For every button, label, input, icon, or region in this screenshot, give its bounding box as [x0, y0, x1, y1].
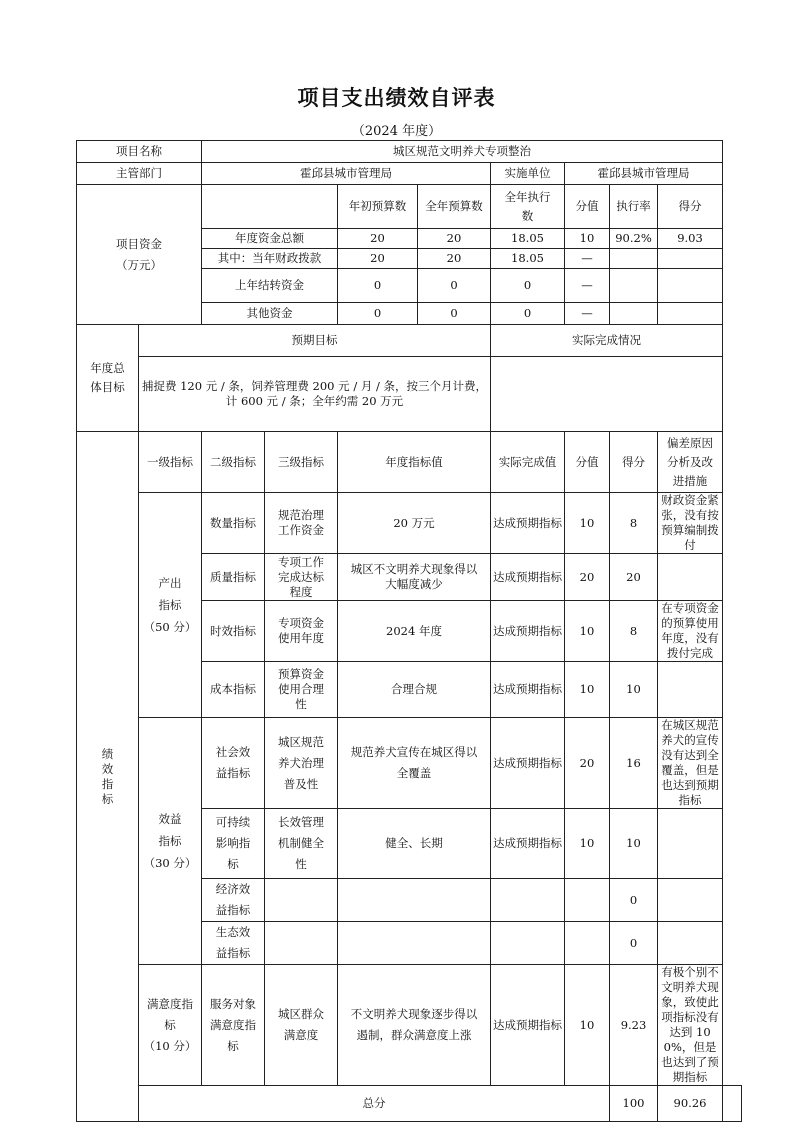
score-cell: 20 [610, 554, 658, 601]
actual-value-cell: 达成预期指标 [491, 809, 565, 879]
annual-value-cell: 2024 年度 [338, 601, 491, 662]
funds-executed: 18.05 [491, 229, 565, 249]
annual-value-cell [338, 879, 491, 922]
funds-initial: 20 [338, 229, 418, 249]
indicator-row [77, 493, 742, 554]
funds-score-value: — [565, 249, 610, 269]
indicator-label-char: 标 [101, 791, 114, 806]
level3-cell: 城区群众满意度 [265, 965, 338, 1086]
header-actual-value: 实际完成值 [491, 432, 565, 493]
header-full-budget: 全年预算数 [418, 185, 491, 229]
indicator-section-label [77, 432, 139, 1122]
funds-header-row [77, 185, 742, 229]
dept-value: 霍邱县城市管理局 [202, 163, 491, 185]
header-executed [491, 185, 565, 229]
score-cell: 16 [610, 718, 658, 809]
annual-value-cell: 20 万元 [338, 493, 491, 554]
deviation-cell [658, 662, 723, 718]
actual-value-cell [491, 879, 565, 922]
indicator-label-char: 绩 [101, 746, 114, 761]
goal-expected-header: 预期目标 [139, 325, 491, 357]
level3-cell: 专项工作完成达标程度 [265, 554, 338, 601]
level2-cell: 数量指标 [202, 493, 265, 554]
header-annual-value: 年度指标值 [338, 432, 491, 493]
actual-value-cell: 达成预期指标 [491, 718, 565, 809]
header-score: 得分 [610, 432, 658, 493]
header-deviation-line2: 分析及改 [667, 454, 713, 469]
score-value-cell: 10 [565, 965, 610, 1086]
level3-cell: 规范治理工作资金 [265, 493, 338, 554]
annual-value-cell: 合理合规 [338, 662, 491, 718]
funds-initial: 0 [338, 303, 418, 325]
goal-label-line2: 体目标 [90, 380, 125, 394]
level2-cell: 成本指标 [202, 662, 265, 718]
level3-cell: 城区规范养犬治理普及性 [265, 718, 338, 809]
total-deviation [723, 1086, 742, 1122]
total-score-value: 100 [610, 1086, 658, 1122]
actual-value-cell: 达成预期指标 [491, 662, 565, 718]
score-cell: 10 [610, 662, 658, 718]
header-executed-line2: 数 [521, 208, 534, 223]
score-value-cell: 10 [565, 601, 610, 662]
header-score: 得分 [658, 185, 723, 229]
goal-label [77, 325, 139, 432]
header-score-value: 分值 [565, 432, 610, 493]
actual-value-cell: 达成预期指标 [491, 554, 565, 601]
indicator-row [77, 965, 742, 1086]
header-deviation [658, 432, 723, 493]
deviation-cell [658, 554, 723, 601]
output-label-line: （50 分） [143, 620, 197, 634]
funds-score [658, 303, 723, 325]
funds-executed: 18.05 [491, 249, 565, 269]
annual-value-cell: 规范养犬宣传在城区得以全覆盖 [338, 718, 491, 809]
deviation-cell: 在专项资金的预算使用年度，没有拨付完成 [658, 601, 723, 662]
funds-row-label: 上年结转资金 [202, 269, 338, 303]
score-cell: 0 [610, 879, 658, 922]
header-initial-budget: 年初预算数 [338, 185, 418, 229]
level3-cell: 预算资金使用合理性 [265, 662, 338, 718]
funds-rate [610, 269, 658, 303]
funds-initial: 0 [338, 269, 418, 303]
indicator-header-row [77, 432, 742, 493]
indicator-label-char: 指 [101, 776, 114, 791]
deviation-cell [658, 879, 723, 922]
goal-actual-header: 实际完成情况 [491, 325, 723, 357]
satisfaction-label-line: 满意度指 [147, 996, 193, 1011]
header-score-value: 分值 [565, 185, 610, 229]
funds-section-label [77, 185, 202, 325]
level2-cell: 生态效益指标 [202, 922, 265, 965]
funds-rate: 90.2% [610, 229, 658, 249]
level2-cell: 经济效益指标 [202, 879, 265, 922]
header-deviation-line1: 偏差原因 [667, 435, 713, 450]
actual-value-cell: 达成预期指标 [491, 965, 565, 1086]
level3-cell [265, 879, 338, 922]
benefit-label-line: （30 分） [143, 856, 197, 870]
header-executed-line1: 全年执行 [504, 189, 551, 204]
satisfaction-label [139, 965, 202, 1086]
annual-value-cell [338, 922, 491, 965]
department-row [77, 163, 742, 185]
goal-label-line1: 年度总 [90, 361, 125, 375]
header-level2: 二级指标 [202, 432, 265, 493]
level2-cell: 质量指标 [202, 554, 265, 601]
benefit-label-line: 指标 [158, 834, 182, 848]
level3-cell: 专项资金使用年度 [265, 601, 338, 662]
funds-rate [610, 249, 658, 269]
funds-full: 20 [418, 229, 491, 249]
total-label: 总分 [139, 1086, 610, 1122]
total-score: 90.26 [658, 1086, 723, 1122]
funds-executed: 0 [491, 269, 565, 303]
level2-cell: 服务对象满意度指标 [202, 965, 265, 1086]
benefit-label-line: 效益 [158, 812, 182, 826]
output-label [139, 493, 202, 718]
impl-value: 霍邱县城市管理局 [565, 163, 723, 185]
annual-value-cell: 不文明养犬现象逐步得以遏制，群众满意度上涨 [338, 965, 491, 1086]
deviation-cell: 财政资金紧张，没有按预算编制拨付 [658, 493, 723, 554]
score-cell: 8 [610, 493, 658, 554]
funds-score-value: — [565, 303, 610, 325]
funds-full: 0 [418, 269, 491, 303]
annual-value-cell: 健全、长期 [338, 809, 491, 879]
project-name-label: 项目名称 [77, 141, 202, 163]
level2-cell: 时效指标 [202, 601, 265, 662]
funds-score-value: 10 [565, 229, 610, 249]
deviation-cell [658, 922, 723, 965]
level3-cell [265, 922, 338, 965]
funds-initial: 20 [338, 249, 418, 269]
score-cell: 0 [610, 922, 658, 965]
score-cell: 8 [610, 601, 658, 662]
actual-value-cell: 达成预期指标 [491, 601, 565, 662]
funds-row-label: 其他资金 [202, 303, 338, 325]
year-label: （2024 年度） [351, 124, 442, 139]
deviation-cell: 有极个别不文明养犬现象，致使此项指标没有达到 100%，但是也达到了预期指标 [658, 965, 723, 1086]
funds-rate [610, 303, 658, 325]
annual-value-cell: 城区不文明养犬现象得以大幅度减少 [338, 554, 491, 601]
satisfaction-label-line: （10 分） [143, 1038, 197, 1053]
funds-score-value: — [565, 269, 610, 303]
funds-full: 0 [418, 303, 491, 325]
indicator-label-char: 效 [101, 761, 114, 776]
funds-full: 20 [418, 249, 491, 269]
score-value-cell: 20 [565, 718, 610, 809]
score-value-cell [565, 922, 610, 965]
score-value-cell: 20 [565, 554, 610, 601]
score-cell: 9.23 [610, 965, 658, 1086]
header-level1: 一级指标 [139, 432, 202, 493]
funds-executed: 0 [491, 303, 565, 325]
score-value-cell: 10 [565, 493, 610, 554]
dept-label: 主管部门 [77, 163, 202, 185]
page-title: 项目支出绩效自评表 [297, 86, 496, 110]
goal-actual-text [491, 357, 723, 432]
impl-label: 实施单位 [491, 163, 565, 185]
funds-score [658, 269, 723, 303]
funds-row-label: 年度资金总额 [202, 229, 338, 249]
goal-expected-text: 捕捉费 120 元 / 条，饲养管理费 200 元 / 月 / 条，按三个月计费，计 600 元 / 条；全年约需 20 万元 [139, 357, 491, 432]
score-value-cell: 10 [565, 809, 610, 879]
project-name-value: 城区规范文明养犬专项整治 [202, 141, 723, 163]
funds-label-line2: （万元） [116, 257, 162, 272]
goal-header-row [77, 325, 742, 357]
deviation-cell: 在城区规范养犬的宣传没有达到全覆盖，但是也达到预期指标 [658, 718, 723, 809]
header-level3: 三级指标 [265, 432, 338, 493]
actual-value-cell: 达成预期指标 [491, 493, 565, 554]
deviation-cell [658, 809, 723, 879]
output-label-line: 产出 [158, 576, 182, 590]
header-deviation-line3: 进措施 [672, 473, 708, 488]
actual-value-cell [491, 922, 565, 965]
goal-content-row [77, 357, 742, 432]
score-cell: 10 [610, 809, 658, 879]
output-label-line: 指标 [158, 598, 182, 612]
indicator-row [77, 718, 742, 809]
level2-cell: 可持续影响指标 [202, 809, 265, 879]
project-name-row [77, 141, 742, 163]
total-row [77, 1086, 742, 1122]
satisfaction-label-line: 标 [164, 1017, 176, 1032]
funds-header-blank [202, 185, 338, 229]
header-exec-rate: 执行率 [610, 185, 658, 229]
level3-cell: 长效管理机制健全性 [265, 809, 338, 879]
funds-score [658, 249, 723, 269]
level2-cell: 社会效益指标 [202, 718, 265, 809]
score-value-cell: 10 [565, 662, 610, 718]
funds-score: 9.03 [658, 229, 723, 249]
score-value-cell [565, 879, 610, 922]
evaluation-table [76, 140, 742, 1122]
benefit-label [139, 718, 202, 965]
funds-row-label: 其中：当年财政拨款 [202, 249, 338, 269]
funds-label-line1: 项目资金 [116, 236, 162, 251]
